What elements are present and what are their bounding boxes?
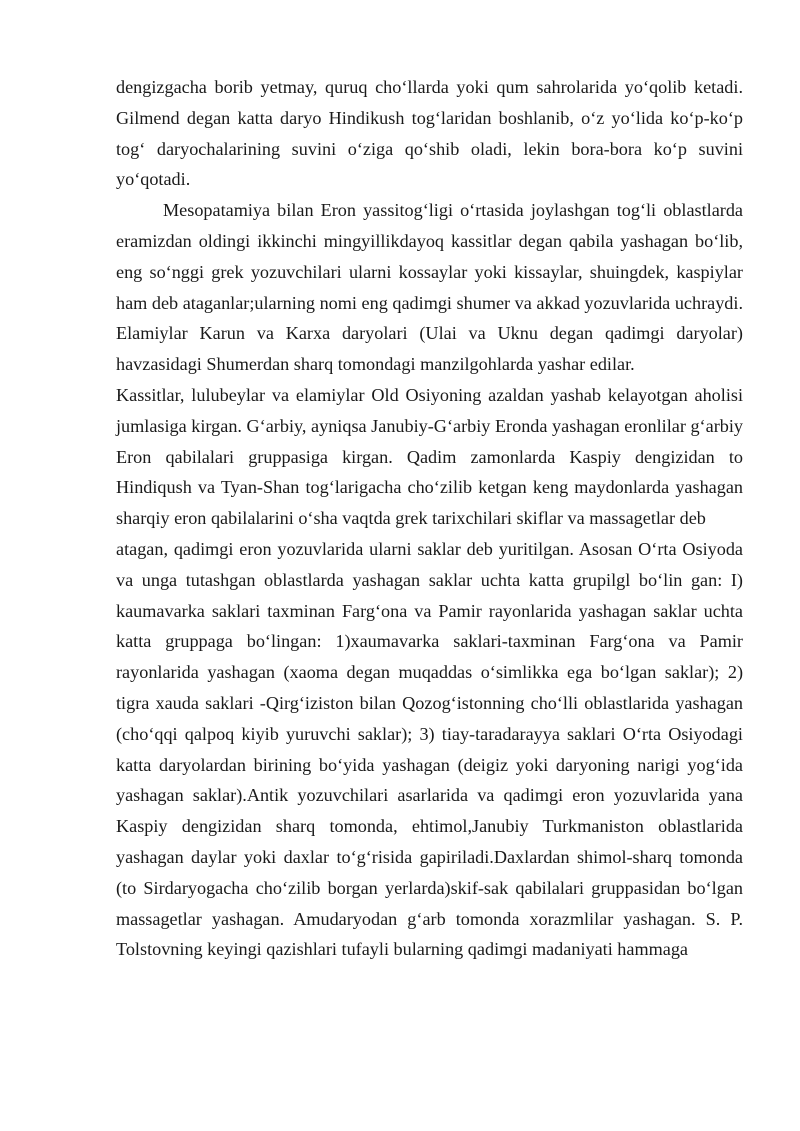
body-text bbox=[116, 72, 743, 965]
paragraph-kassites: Kassitlar, lulubeylar va elamiylar Old Osiyoning azaldan yashab kelayotgan aholisi jumlasiga kirgan. G‘arbiy, ayniqsa Janubiy-G‘arbiy Eronda yashagan eronlilar g‘arbiy Eron qabilalari gruppasiga kirgan. Qadim zamonlarda Kaspiy dengizidan to Hindiqush va Tyan-Shan tog‘larigacha cho‘zilib ketgan keng maydonlarda yashagan sharqiy eron qabilalarini o‘sha vaqtda grek tarixchilari skiflar va massagetlar deb bbox=[116, 384, 743, 529]
paragraph-continuation: dengizgacha borib yetmay, quruq cho‘llarda yoki qum sahrolarida yo‘qolib ketadi. Gilmend degan katta daryo Hindikush tog‘laridan boshlanib, o‘z yo‘lida ko‘p-ko‘p tog‘ daryochalarining suvini o‘ziga qo‘shib oladi, lekin bora-bora ko‘p suvini yo‘qotadi. bbox=[116, 77, 743, 190]
paragraph-mesopotamia: Mesopatamiya bilan Eron yassitog‘ligi o‘rtasida joylashgan tog‘li oblastlarda eramizdan oldingi ikkinchi mingyillikdayoq kassitlar degan qabila yashagan bo‘lib, eng so‘nggi grek yozuvchilari ularni kossaylar yoki kissaylar, shuingdek, kaspiylar ham deb ataganlar;ularning nomi eng qadimgi shumer va akkad yozuvlarida uchraydi. Elamiylar Karun va Karxa daryolari (Ulai va Uknu degan qadimgi daryolar) havzasidagi Shumerdan sharq tomondagi manzilgohlarda yashar edilar. bbox=[116, 200, 743, 375]
paragraph-saka: atagan, qadimgi eron yozuvlarida ularni saklar deb yuritilgan. Asosan O‘rta Osiyoda va unga tutashgan oblastlarda yashagan saklar uchta katta grupilgl bo‘lin gan: I) kaumavarka saklari taxminan Farg‘ona va Pamir rayonlarida yashagan saklar uchta katta gruppaga bo‘lingan: 1)xaumavarka saklari-taxminan Farg‘ona va Pamir rayonlarida yashagan (xaoma degan muqaddas o‘simlikka ega bo‘lgan saklar); 2) tigra xauda saklari -Qirg‘iziston bilan Qozog‘istonning cho‘lli oblastlarida yashagan (cho‘qqi qalpoq kiyib yuruvchi saklar); 3) tiay-taradarayya saklari O‘rta Osiyodagi katta daryolardan birining bo‘yida yashagan (deigiz yoki daryoning narigi yog‘ida yashagan saklar).Antik yozuvchilari asarlarida va qadimgi eron yozuvlarida yana Kaspiy dengizidan sharq tomonda, ehtimol,Janubiy Turkmaniston oblastlarida yashagan daylar yoki daxlar to‘g‘risida gapiriladi.Daxlardan shimol-sharq tomonda (to Sirdaryogacha cho‘zilib borgan yerlarda)skif-sak qabilalari gruppasidan bo‘lgan massagetlar yashagan. Amudaryodan g‘arb tomonda xorazmlilar yashagan. S. P. Tolstovning keyingi qazishlari tufayli bularning qadimgi madaniyati hammaga bbox=[116, 538, 743, 960]
